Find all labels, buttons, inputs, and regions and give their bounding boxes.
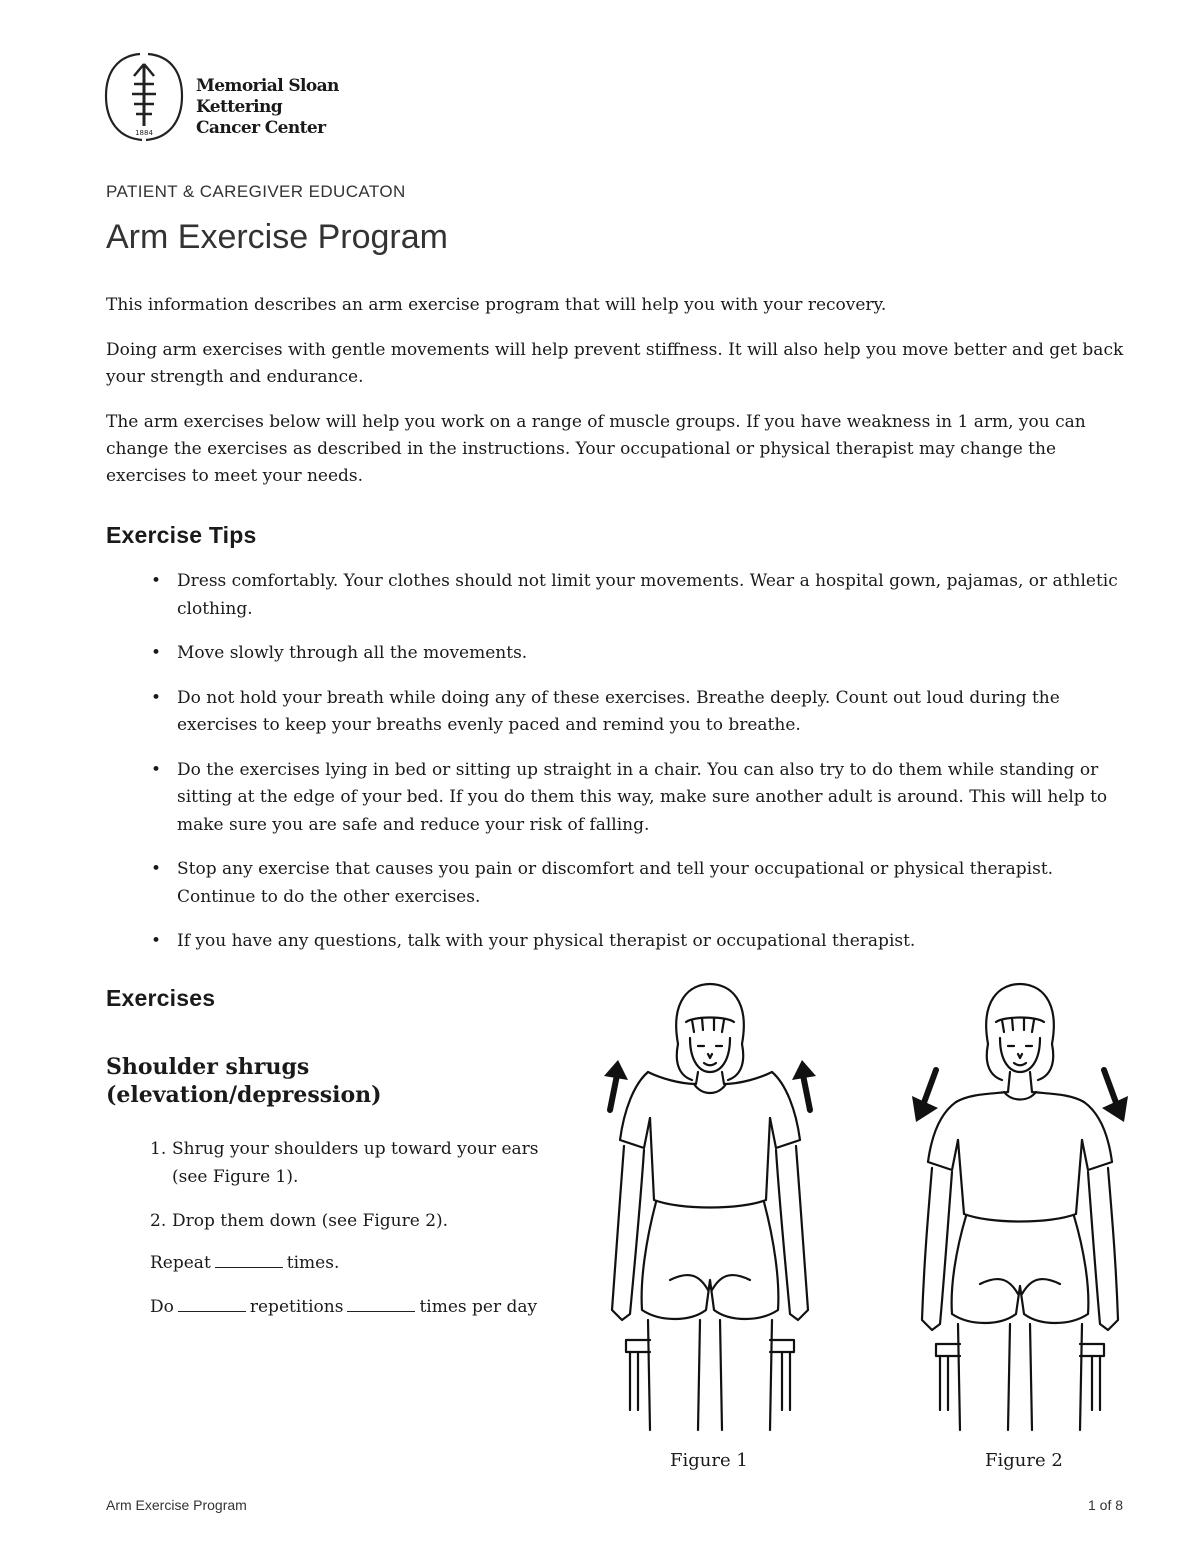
- repeat-line: [150, 1253, 339, 1273]
- seal-year: 1884: [135, 129, 153, 137]
- bullet-icon: •: [151, 687, 162, 708]
- tip-text: Do the exercises lying in bed or sitting up straight in a chair. You can also try to do them while standing or sitting at the edge of your bed. If you do them this way, make sure another adult is around. This will help to make sure you are safe and reduce your risk of falling.: [177, 759, 1108, 835]
- tips-list: [106, 568, 1136, 973]
- list-item: [106, 928, 1136, 956]
- list-item: [106, 757, 1136, 840]
- footer-title: Arm Exercise Program: [106, 1497, 247, 1513]
- list-item: [106, 685, 1136, 740]
- figure-2-illustration: [900, 980, 1140, 1440]
- list-item: [106, 856, 1136, 911]
- exercise-title-line-1: Shoulder shrugs: [106, 1054, 310, 1080]
- bullet-icon: •: [151, 931, 162, 951]
- logo-line-2: Cancer Center: [196, 118, 326, 138]
- figure-1-caption: Figure 1: [670, 1450, 748, 1471]
- step-number: 1.: [150, 1139, 167, 1159]
- section-heading-exercises: Exercises: [106, 985, 216, 1011]
- repeat-prefix: Repeat: [150, 1253, 211, 1273]
- do-prefix: Do: [150, 1297, 174, 1317]
- up-arrow-icon: [604, 1060, 628, 1080]
- exercise-title-line-2: (elevation/depression): [106, 1082, 382, 1108]
- intro-paragraph-1: This information describes an arm exercise program that will help you with your recovery.: [106, 295, 887, 315]
- msk-seal-icon: [104, 50, 184, 142]
- bullet-icon: •: [151, 643, 162, 663]
- list-item: [150, 1135, 570, 1191]
- tip-text: Stop any exercise that causes you pain or discomfort and tell your occupational or physical therapist. Continue to do the other exercises.: [177, 859, 1054, 907]
- section-heading-exercise-tips: Exercise Tips: [106, 522, 257, 548]
- step-text: Drop them down (see Figure 2).: [172, 1211, 449, 1231]
- bullet-icon: •: [151, 759, 162, 780]
- step-number: 2.: [150, 1211, 167, 1231]
- list-item: [106, 568, 1136, 623]
- do-middle: repetitions: [249, 1297, 344, 1317]
- frequency-line: [150, 1297, 537, 1317]
- intro-paragraph-3: The arm exercises below will help you work on a range of muscle groups. If you have weakness in 1 arm, you can change the exercises as described in the instructions. Your occupational or physical therapist may change the exercises to meet your needs.: [106, 412, 1086, 486]
- intro-paragraph-2: Doing arm exercises with gentle movements will help prevent stiffness. It will also help you move better and get back your strength and endurance.: [106, 340, 1124, 387]
- tip-text: Dress comfortably. Your clothes should not limit your movements. Wear a hospital gown, pajamas, or athletic clothing.: [177, 571, 1118, 619]
- tip-text: Do not hold your breath while doing any of these exercises. Breathe deeply. Count out loud during the exercises to keep your breaths evenly paced and remind you to breathe.: [177, 687, 1060, 735]
- tip-text: If you have any questions, talk with your physical therapist or occupational therapist.: [177, 931, 916, 951]
- times-per-day-blank: [347, 1310, 415, 1312]
- repetitions-blank: [178, 1310, 246, 1312]
- eyebrow-label: PATIENT & CAREGIVER EDUCATON: [106, 182, 406, 201]
- list-item: [106, 640, 1136, 668]
- msk-logo: [104, 50, 424, 142]
- step-text: Shrug your shoulders up toward your ears (see Figure 1).: [172, 1139, 539, 1187]
- logo-line-1: Memorial Sloan Kettering: [196, 76, 339, 117]
- exercise-title: [106, 1053, 526, 1109]
- list-item: [150, 1207, 570, 1235]
- do-suffix: times per day: [419, 1297, 538, 1317]
- repeat-suffix: times.: [286, 1253, 340, 1273]
- repeat-count-blank: [215, 1266, 283, 1268]
- up-arrow-icon: [792, 1060, 816, 1080]
- figure-2-caption: Figure 2: [985, 1450, 1063, 1471]
- figure-1-illustration: [590, 980, 830, 1440]
- bullet-icon: •: [151, 571, 162, 591]
- page-title: Arm Exercise Program: [106, 218, 448, 256]
- bullet-icon: •: [151, 859, 162, 879]
- exercise-steps: [150, 1135, 570, 1251]
- tip-text: Move slowly through all the movements.: [177, 643, 528, 663]
- page-number: 1 of 8: [1088, 1497, 1124, 1513]
